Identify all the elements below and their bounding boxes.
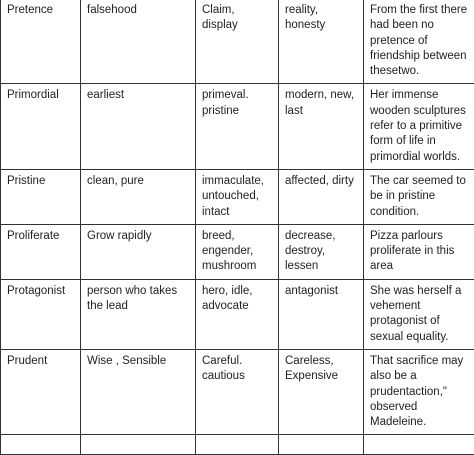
synonyms-cell: primeval. pristine — [196, 84, 279, 169]
table-row — [1, 435, 474, 455]
table-row — [1, 349, 474, 434]
meaning-cell: Grow rapidly — [81, 224, 196, 279]
example-cell: Pizza parlours proliferate in this area — [364, 224, 474, 279]
antonyms-cell: antagonist — [279, 279, 364, 349]
table-row — [1, 169, 474, 224]
table-row — [1, 0, 474, 84]
table-row — [1, 84, 474, 169]
antonyms-cell: reality, honesty — [279, 0, 364, 84]
table-row — [1, 224, 474, 279]
word-cell: Prudent — [1, 349, 81, 434]
synonyms-cell: Careful. cautious — [196, 349, 279, 434]
antonyms-cell: modern, new, last — [279, 84, 364, 169]
meaning-cell: person who takes the lead — [81, 279, 196, 349]
word-cell: Pretence — [1, 0, 81, 84]
example-cell: The car seemed to be in pristine condition. — [364, 169, 474, 224]
example-cell: Her immense wooden sculptures refer to a primitive form of life in primordial worlds. — [364, 84, 474, 169]
word-cell: Protagonist — [1, 279, 81, 349]
example-cell: That sacrifice may also be a prudentaction," observed Madeleine. — [364, 349, 474, 434]
meaning-cell: clean, pure — [81, 169, 196, 224]
synonyms-cell: hero, idle, advocate — [196, 279, 279, 349]
meaning-cell: earliest — [81, 84, 196, 169]
antonyms-cell: decrease, destroy, lessen — [279, 224, 364, 279]
synonyms-cell: breed, engender, mushroom — [196, 224, 279, 279]
word-cell: Pristine — [1, 169, 81, 224]
word-cell: Primordial — [1, 84, 81, 169]
table-row — [1, 279, 474, 349]
word-cell: Proliferate — [1, 224, 81, 279]
example-cell: From the first there had been no pretence of friendship between thesetwo. — [364, 0, 474, 84]
antonyms-cell: Careless, Expensive — [279, 349, 364, 434]
synonyms-cell: Claim, display — [196, 0, 279, 84]
meaning-cell: Wise , Sensible — [81, 349, 196, 434]
antonyms-cell: affected, dirty — [279, 169, 364, 224]
meaning-cell: falsehood — [81, 0, 196, 84]
synonyms-cell: immaculate, untouched, intact — [196, 169, 279, 224]
example-cell: She was herself a vehement protagonist of sexual equality. — [364, 279, 474, 349]
